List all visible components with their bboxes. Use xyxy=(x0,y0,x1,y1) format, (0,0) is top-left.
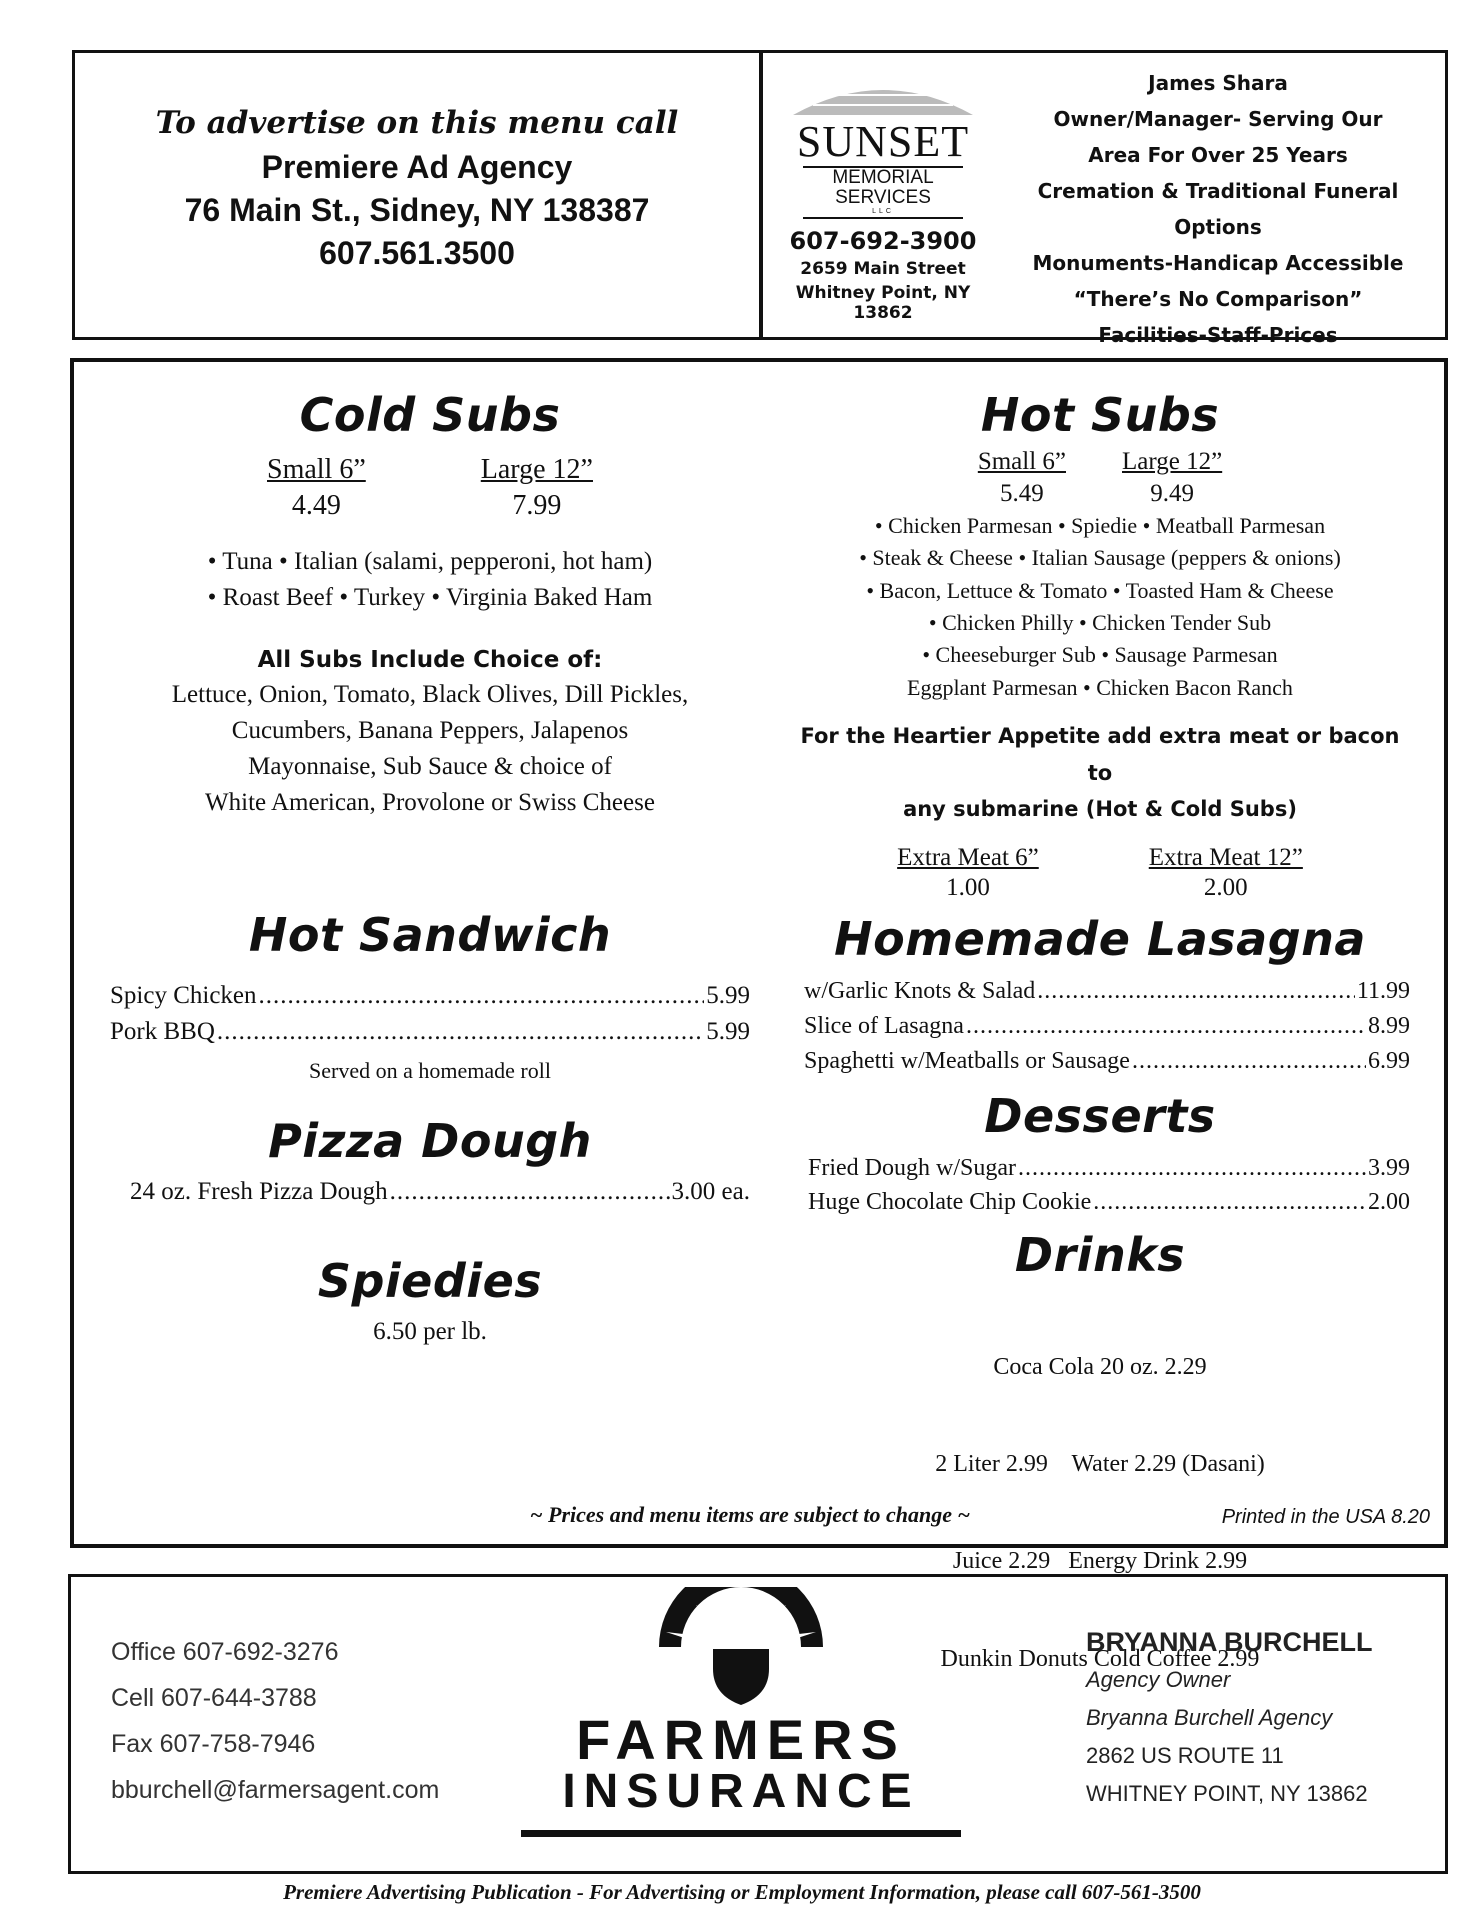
hot-small-price: 5.49 xyxy=(1000,480,1044,507)
agency-phone: 607.561.3500 xyxy=(319,235,515,271)
sunset-street: 2659 Main Street xyxy=(800,258,966,279)
hot-sub-line: • Bacon, Lettuce & Tomato • Toasted Ham & Cheese xyxy=(866,577,1334,603)
menu-item-row xyxy=(804,1044,1410,1079)
item-name: Fried Dough w/Sugar xyxy=(808,1154,1016,1181)
sunset-info-line: James Shara xyxy=(1148,71,1288,95)
pizza-dough-title: Pizza Dough xyxy=(268,1114,592,1168)
item-price: 6.99 xyxy=(1368,1047,1410,1074)
farmers-ad-box xyxy=(68,1574,1448,1874)
sunset-info-line: “There’s No Comparison” xyxy=(1073,287,1363,311)
item-name: Pork BBQ xyxy=(110,1017,215,1045)
spiedies-title: Spiedies xyxy=(317,1254,543,1308)
extra6-price: 1.00 xyxy=(946,874,990,902)
sunset-arc-icon xyxy=(783,75,983,115)
item-price: 2.00 xyxy=(1368,1189,1410,1216)
desserts-title: Desserts xyxy=(984,1088,1216,1143)
agent-info xyxy=(1086,1623,1426,1813)
left-column xyxy=(90,380,770,1346)
drinks-line: Coca Cola 20 oz. 2.29 xyxy=(993,1353,1207,1380)
menu-item-row xyxy=(808,1185,1410,1220)
include-line: Lettuce, Onion, Tomato, Black Olives, Dill Pickles, xyxy=(171,680,689,708)
cold-small-label: Small 6” xyxy=(267,454,366,485)
hearty-line: For the Heartier Appetite add extra meat or bacon to xyxy=(800,723,1400,785)
sunset-info-line: Area For Over 25 Years xyxy=(1088,143,1348,167)
cell-phone: Cell 607-644-3788 xyxy=(111,1684,317,1712)
hot-sub-line: • Steak & Cheese • Italian Sausage (peppers & onions) xyxy=(859,545,1341,571)
sunset-info xyxy=(998,65,1438,353)
item-name: Slice of Lasagna xyxy=(804,1013,964,1040)
cold-large-label: Large 12” xyxy=(480,454,593,485)
menu-item-row xyxy=(110,978,750,1014)
hot-sub-line: • Cheeseburger Sub • Sausage Parmesan xyxy=(922,642,1278,668)
sandwich-note: Served on a homemade roll xyxy=(309,1058,551,1083)
agency-name: Bryanna Burchell Agency xyxy=(1086,1705,1333,1730)
menu-item-row xyxy=(110,1014,750,1050)
agent-role: Agency Owner xyxy=(1086,1667,1231,1692)
sunset-logo-sub1: MEMORIAL xyxy=(832,167,934,188)
page-footer: Premiere Advertising Publication - For Advertising or Employment Information, please call 607-561-3500 xyxy=(283,1880,1201,1904)
sunset-logo xyxy=(783,75,983,323)
insurance-brand: INSURANCE xyxy=(562,1765,920,1818)
item-price: 8.99 xyxy=(1368,1013,1410,1040)
item-name: Spicy Chicken xyxy=(110,981,257,1009)
farmers-logo xyxy=(511,1587,971,1837)
include-line: Cucumbers, Banana Peppers, Jalapenos xyxy=(231,716,629,744)
hot-sub-line: • Chicken Parmesan • Spiedie • Meatball Parmesan xyxy=(874,513,1326,538)
hot-small-label: Small 6” xyxy=(977,448,1066,475)
item-price: 3.00 ea. xyxy=(671,1178,750,1205)
item-price: 3.99 xyxy=(1368,1154,1410,1181)
cold-subs-title: Cold Subs xyxy=(299,388,561,442)
cold-large-price: 7.99 xyxy=(512,490,562,521)
farmers-brand: FARMERS xyxy=(576,1708,906,1771)
agency-street: 2862 US ROUTE 11 xyxy=(1086,1743,1284,1768)
sunset-info-line: Cremation & Traditional Funeral Options xyxy=(1037,179,1399,239)
drinks-title: Drinks xyxy=(1014,1228,1186,1283)
extra6-label: Extra Meat 6” xyxy=(897,844,1039,872)
sunset-logo-sub2: SERVICES xyxy=(835,186,931,208)
item-name: Spaghetti w/Meatballs or Sausage xyxy=(804,1047,1130,1074)
include-title: All Subs Include Choice of: xyxy=(257,646,603,673)
fax-number: Fax 607-758-7946 xyxy=(111,1730,316,1758)
sunset-info-line: Monuments-Handicap Accessible xyxy=(1032,251,1404,275)
cold-small-price: 4.49 xyxy=(291,490,341,521)
menu-item-row xyxy=(804,974,1410,1009)
spiedies-price: 6.50 per lb. xyxy=(373,1318,487,1345)
item-price: 5.99 xyxy=(706,1017,750,1045)
sunset-city: Whitney Point, NY 13862 xyxy=(795,282,971,323)
hot-sub-line: Eggplant Parmesan • Chicken Bacon Ranch xyxy=(907,674,1293,700)
sunset-info-line: Owner/Manager- Serving Our xyxy=(1053,107,1383,131)
agency-city: WHITNEY POINT, NY 13862 xyxy=(1086,1781,1368,1806)
menu-item-row xyxy=(90,1178,770,1206)
hot-sandwich-title: Hot Sandwich xyxy=(248,907,612,962)
agent-name: BRYANNA BURCHELL xyxy=(1086,1627,1373,1657)
drinks-line: 2 Liter 2.99 Water 2.29 (Dasani) xyxy=(935,1451,1265,1478)
extra12-price: 2.00 xyxy=(1203,874,1248,902)
right-column xyxy=(790,380,1410,1740)
lasagna-title: Homemade Lasagna xyxy=(834,912,1366,967)
printed-note: Printed in the USA 8.20 xyxy=(1221,1506,1430,1528)
hot-sub-line: • Chicken Philly • Chicken Tender Sub xyxy=(928,609,1272,635)
include-line: Mayonnaise, Sub Sauce & choice of xyxy=(248,753,612,780)
hot-subs-title: Hot Subs xyxy=(980,388,1220,442)
cold-items-line: • Tuna • Italian (salami, pepperoni, hot ham) xyxy=(207,548,653,575)
sunset-ad-box xyxy=(760,50,1448,347)
farmers-contact xyxy=(111,1629,439,1813)
extra12-label: Extra Meat 12” xyxy=(1148,844,1303,872)
menu-item-row xyxy=(808,1151,1410,1186)
hearty-line: any submarine (Hot & Cold Subs) xyxy=(903,797,1297,822)
premiere-ad-box xyxy=(72,50,762,340)
include-line: White American, Provolone or Swiss Cheese xyxy=(205,789,655,817)
sunset-phone: 607-692-3900 xyxy=(789,226,977,255)
item-price: 5.99 xyxy=(706,981,750,1009)
sunset-logo-llc: LLC xyxy=(872,207,894,215)
agency-address: 76 Main St., Sidney, NY 138387 xyxy=(184,192,650,228)
sunset-logo-name: SUNSET xyxy=(796,117,970,166)
farmers-shield-icon xyxy=(651,1587,831,1707)
hot-large-label: Large 12” xyxy=(1122,448,1223,475)
sunset-info-line: Facilities-Staff-Prices xyxy=(1098,323,1338,347)
item-price: 11.99 xyxy=(1356,978,1410,1005)
cold-items-line: • Roast Beef • Turkey • Virginia Baked Ham xyxy=(207,584,653,612)
item-name: Huge Chocolate Chip Cookie xyxy=(808,1189,1092,1216)
advertise-line: To advertise on this menu call xyxy=(155,105,679,141)
item-name: 24 oz. Fresh Pizza Dough xyxy=(130,1178,388,1205)
email: bburchell@farmersagent.com xyxy=(111,1776,440,1804)
item-name: w/Garlic Knots & Salad xyxy=(804,978,1036,1005)
disclaimer: ~ Prices and menu items are subject to change ~ xyxy=(529,1502,970,1527)
hot-large-price: 9.49 xyxy=(1150,480,1194,507)
drinks-line: Juice 2.29 Energy Drink 2.99 xyxy=(952,1548,1248,1575)
agency-name: Premiere Ad Agency xyxy=(261,149,573,185)
drinks-line: Dunkin Donuts Cold Coffee 2.99 xyxy=(940,1645,1260,1672)
office-phone: Office 607-692-3276 xyxy=(111,1638,339,1666)
menu-item-row xyxy=(804,1009,1410,1044)
